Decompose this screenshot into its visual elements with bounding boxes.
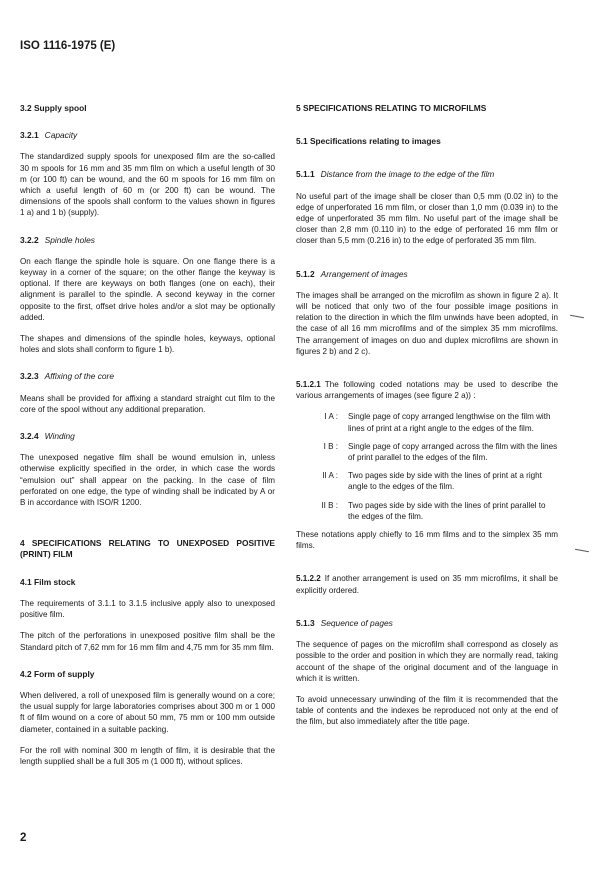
heading-4-1: 4.1 Film stock bbox=[20, 576, 76, 587]
heading-5-1-3 bbox=[296, 618, 558, 629]
section-number: 3.2.2 bbox=[20, 234, 39, 245]
heading-3-2-1 bbox=[20, 130, 275, 141]
heading-3-2-2 bbox=[20, 235, 275, 246]
section-number: 3.2.1 bbox=[20, 130, 39, 141]
section-number: 5.1.2.1 bbox=[296, 380, 321, 390]
section-title: Affixing of the core bbox=[44, 371, 115, 382]
code-item bbox=[296, 411, 558, 433]
margin-mark bbox=[575, 549, 589, 552]
heading-4-2: 4.2 Form of supply bbox=[20, 668, 95, 679]
right-column bbox=[296, 103, 558, 728]
code-item bbox=[296, 500, 558, 522]
paragraph: The sequence of pages on the microfilm shall correspond as closely as possible to the order and position in which they are normally read, taking account of the shape of the original document and of the language in which it is written. bbox=[296, 640, 558, 683]
code-text: Single page of copy arranged lengthwise on the film with lines of print at a right angle to the edges of the film. bbox=[348, 412, 551, 433]
code-label: I B : bbox=[323, 441, 338, 451]
paragraph: The standardized supply spools for unexposed film are the so-called 30 m spools for 16 mm and 35 mm film on which a useful length of 30 m (or 100 ft) can be wound, and the 60 m spools for 16 mm film on which a useful length of 60 m (or 200 ft) can be wound. The dimensions of the spools shall conform to the values shown in figures 1 a) and 1 b) (supply). bbox=[20, 152, 275, 218]
code-item bbox=[296, 470, 558, 492]
code-text: Two pages side by side with the lines of print at a right angle to the edges of the film. bbox=[348, 471, 542, 492]
section-number: 5.1.3 bbox=[296, 617, 315, 628]
section-number: 5.1.2 bbox=[296, 268, 315, 279]
code-label: I A : bbox=[324, 412, 338, 422]
section-number: 3.2.3 bbox=[20, 371, 39, 382]
paragraph: On each flange the spindle hole is square. On one flange there is a keyway in a corner of the square; on the other flange the keyway is optional. If there are keyways on both flanges (one on each), their alignment is parallel to the spindle. A second keyway in the corner opposite to the first, offset drive holes and/or a slot may be optionally added. bbox=[20, 256, 275, 322]
heading-3-2-3 bbox=[20, 371, 275, 382]
coded-notations-list bbox=[296, 411, 558, 522]
margin-mark bbox=[570, 315, 584, 318]
document-id: ISO 1116-1975 (E) bbox=[20, 40, 116, 52]
heading-3-2: 3.2 Supply spool bbox=[20, 103, 87, 113]
paragraph: For the roll with nominal 300 m length of film, it is desirable that the length supplied shall be a full 305 m (1 000 ft), without splices. bbox=[20, 745, 275, 766]
paragraph: The images shall be arranged on the microfilm as shown in figure 2 a). It will be noticed that only two of the four possible image positions in relation to the direction in which the film unwinds have been adopted, in the case of all 16 mm microfilms and of the simplex 35 mm microfilms. The arrangement of images on duo and duplex microfilms are shown in figures 2 b) and 2 c). bbox=[296, 290, 558, 356]
section-number: 5.1.2.2 bbox=[296, 574, 321, 584]
section-number: 3.2.4 bbox=[20, 431, 39, 442]
heading-5-1-1 bbox=[296, 169, 558, 180]
paragraph-text: The following coded notations may be used to describe the various arrangements of images (see figure 2 a)) : bbox=[296, 380, 558, 401]
section-title: Winding bbox=[44, 431, 75, 442]
heading-4: 4 SPECIFICATIONS RELATING TO UNEXPOSED POSITIVE (PRINT) FILM bbox=[20, 538, 275, 560]
paragraph: The requirements of 3.1.1 to 3.1.5 inclusive apply also to unexposed positive film. bbox=[20, 598, 275, 620]
paragraph: The pitch of the perforations in unexposed positive film shall be the Standard pitch of 7,62 mm for 16 mm film and 4,75 mm for 35 mm film. bbox=[20, 631, 275, 652]
heading-5-1-2 bbox=[296, 269, 558, 280]
code-text: Two pages side by side with the lines of print parallel to the edges of the film. bbox=[348, 500, 546, 521]
paragraph-5-1-2-2 bbox=[296, 573, 558, 595]
paragraph-5-1-2-1 bbox=[296, 379, 558, 401]
code-item bbox=[296, 441, 558, 463]
paragraph: These notations apply chiefly to 16 mm films and to the simplex 35 mm films. bbox=[296, 530, 558, 551]
left-column bbox=[20, 103, 275, 767]
code-label: II B : bbox=[321, 500, 338, 510]
section-title: Arrangement of images bbox=[320, 268, 408, 279]
page-number: 2 bbox=[20, 832, 27, 844]
heading-3-2-4 bbox=[20, 431, 275, 442]
section-title: Capacity bbox=[44, 130, 78, 141]
paragraph: No useful part of the image shall be closer than 0,5 mm (0.02 in) to the edge of unperforated 16 mm film, or closer than 1,0 mm (0.039 in) to the edge of unperforated 35 mm film. No useful part of the image shall be closer than 2,8 mm (0.110 in) to the edge of perforated 16 mm film or closer than 5,5 mm (0.216 in) to the edge of perforated 35 mm film. bbox=[296, 191, 558, 246]
paragraph: The unexposed negative film shall be wound emulsion in, unless otherwise explicitly specified in the order, in which case the words “emulsion out” shall appear on the packing. In the case of film perforated on one edge, the type of winding shall be indicated by A or B in accordance with ISO/R 1200. bbox=[20, 453, 275, 508]
section-number: 5.1.1 bbox=[296, 169, 315, 180]
section-title: Distance from the image to the edge of the film bbox=[320, 169, 495, 180]
paragraph: Means shall be provided for affixing a standard straight cut film to the core of the spool without any additional preparation. bbox=[20, 393, 275, 414]
heading-5-1: 5.1 Specifications relating to images bbox=[296, 136, 441, 147]
section-title: Sequence of pages bbox=[320, 617, 393, 628]
code-label: II A : bbox=[322, 471, 338, 481]
paragraph: When delivered, a roll of unexposed film is generally wound on a core; the usual supply for large laboratories comprises about 300 m or 1 000 ft of film wound on a core of about 50 mm, 75 mm or 100 mm outside diameter, contained in a suitable packing. bbox=[20, 690, 275, 734]
heading-5: 5 SPECIFICATIONS RELATING TO MICROFILMS bbox=[296, 103, 487, 113]
paragraph: The shapes and dimensions of the spindle holes, keyways, optional holes and slots shall conform to figure 1 b). bbox=[20, 334, 275, 355]
section-title: Spindle holes bbox=[44, 234, 95, 245]
paragraph-text: If another arrangement is used on 35 mm microfilms, it shall be explicitly ordered. bbox=[296, 574, 558, 595]
code-text: Single page of copy arranged across the film with the lines of print parallel to the edges of the film. bbox=[348, 441, 558, 463]
paragraph: To avoid unnecessary unwinding of the film it is recommended that the table of contents and the indexes be reproduced not only at the end of the film, but also immediately after the title page. bbox=[296, 694, 558, 727]
